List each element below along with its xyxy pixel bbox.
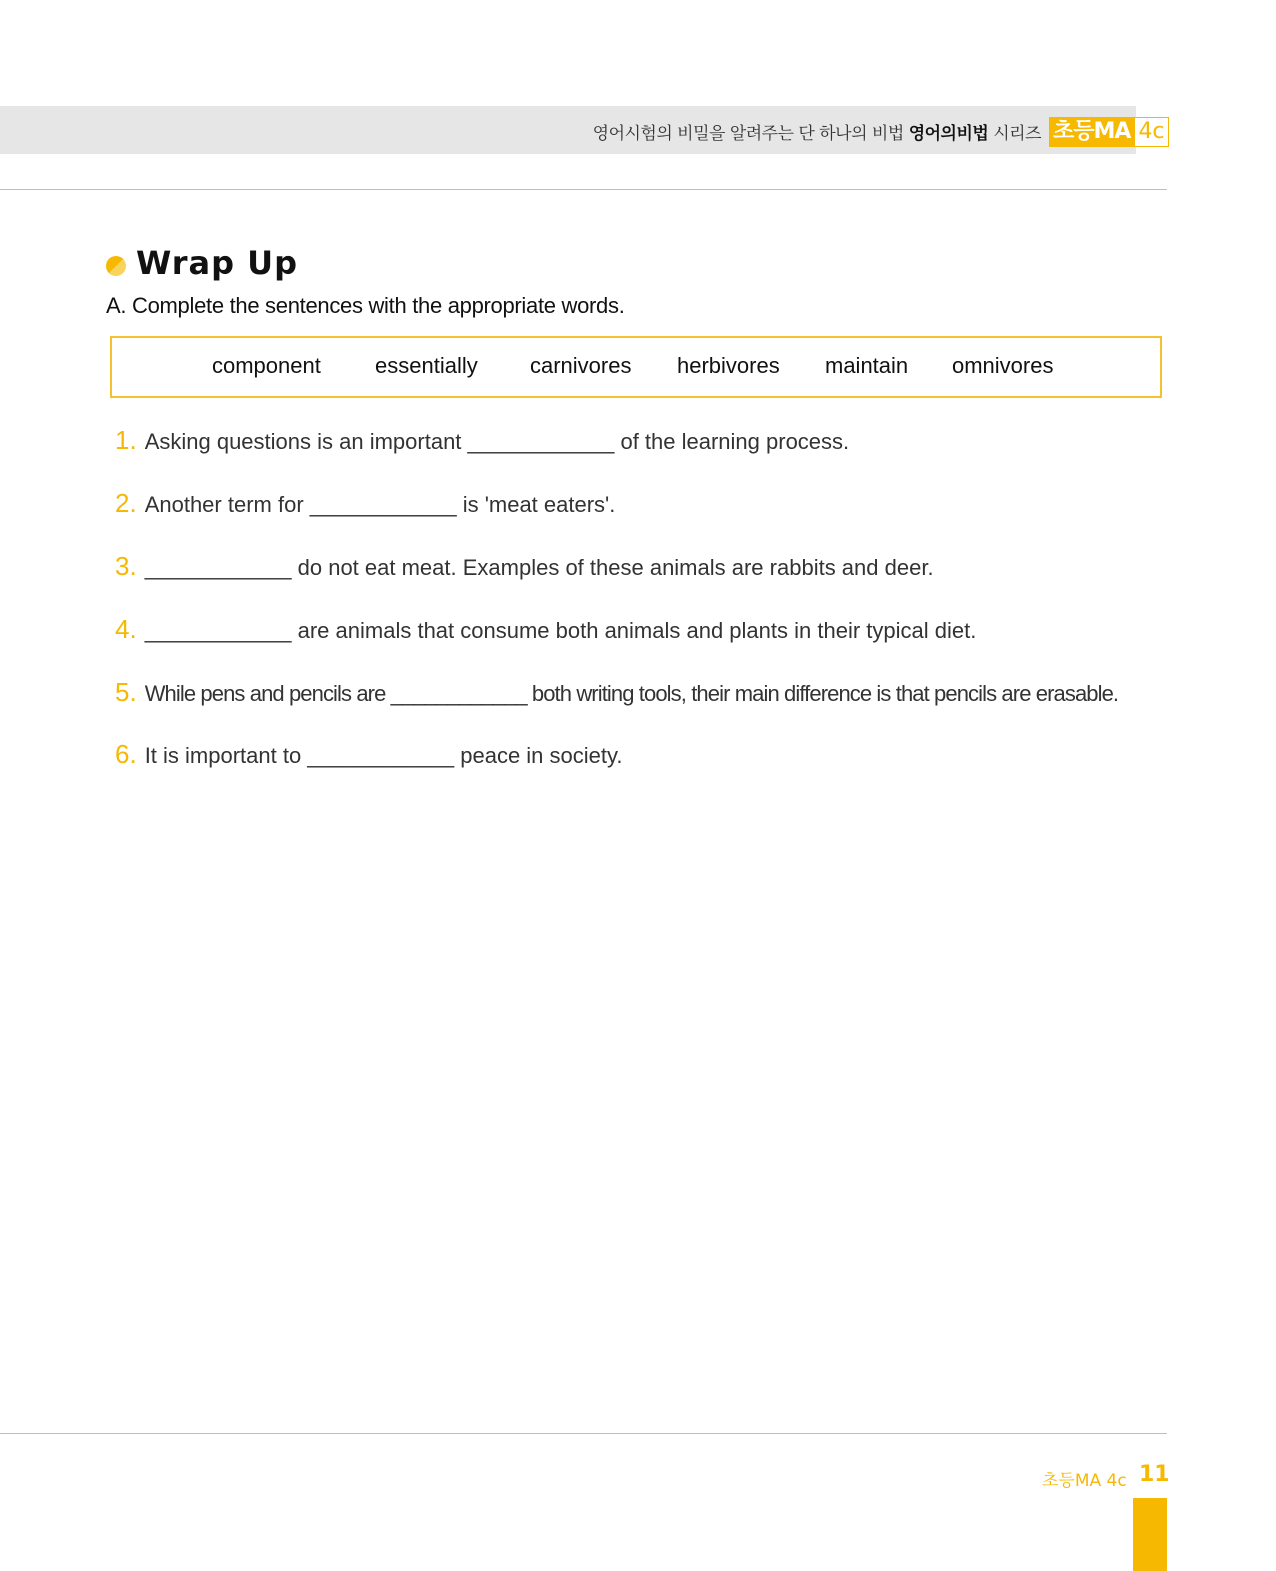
question-number: 5. (115, 677, 137, 707)
question-text: While pens and pencils are ____________ both writing tools, their main difference is that pencils are erasable. (144, 681, 1119, 706)
question-item (115, 425, 849, 456)
question-number: 6. (115, 739, 137, 769)
header-tagline-text: 영어시험의 비밀을 알려주는 단 하나의 비법 (592, 124, 904, 144)
question-number: 2. (115, 488, 137, 518)
word-bank-item: herbivores (677, 353, 780, 378)
badge-level: 4c (1134, 117, 1168, 147)
question-text: It is important to ____________ peace in society. (144, 743, 623, 768)
circle-bullet-icon (106, 256, 126, 276)
question-item (115, 488, 615, 519)
instruction: A. Complete the sentences with the appropriate words. (106, 293, 625, 318)
question-number: 1. (115, 425, 137, 455)
badge-main: 초등MA (1049, 117, 1134, 147)
word-bank-item: component (212, 353, 321, 378)
top-rule (0, 189, 1167, 190)
series-badge (1049, 117, 1169, 147)
footer-series-label: 초등MA 4c (1042, 1471, 1127, 1491)
question-number: 4. (115, 614, 137, 644)
section-title: Wrap Up (136, 244, 299, 282)
question-text: ____________ do not eat meat. Examples of these animals are rabbits and deer. (144, 555, 934, 580)
section-heading (106, 244, 298, 282)
question-number: 3. (115, 551, 137, 581)
footer-tab (1133, 1498, 1167, 1571)
header-series-suffix: 시리즈 (993, 124, 1041, 144)
question-item (115, 551, 934, 582)
header-series-name: 영어의비법 (908, 124, 989, 144)
question-item (115, 739, 622, 770)
word-bank-item: essentially (375, 353, 478, 378)
header-tagline (593, 119, 1041, 144)
word-bank-item: omnivores (952, 353, 1054, 378)
page-number: 11 (1139, 1462, 1170, 1487)
question-text: Asking questions is an important ____________ of the learning process. (144, 429, 850, 454)
word-bank-item: carnivores (530, 353, 632, 378)
question-item (115, 677, 1118, 708)
question-text: ____________ are animals that consume both animals and plants in their typical diet. (144, 618, 977, 643)
question-text: Another term for ____________ is 'meat eaters'. (144, 492, 616, 517)
question-item (115, 614, 976, 645)
bottom-rule (0, 1433, 1167, 1434)
word-bank-item: maintain (825, 353, 909, 378)
